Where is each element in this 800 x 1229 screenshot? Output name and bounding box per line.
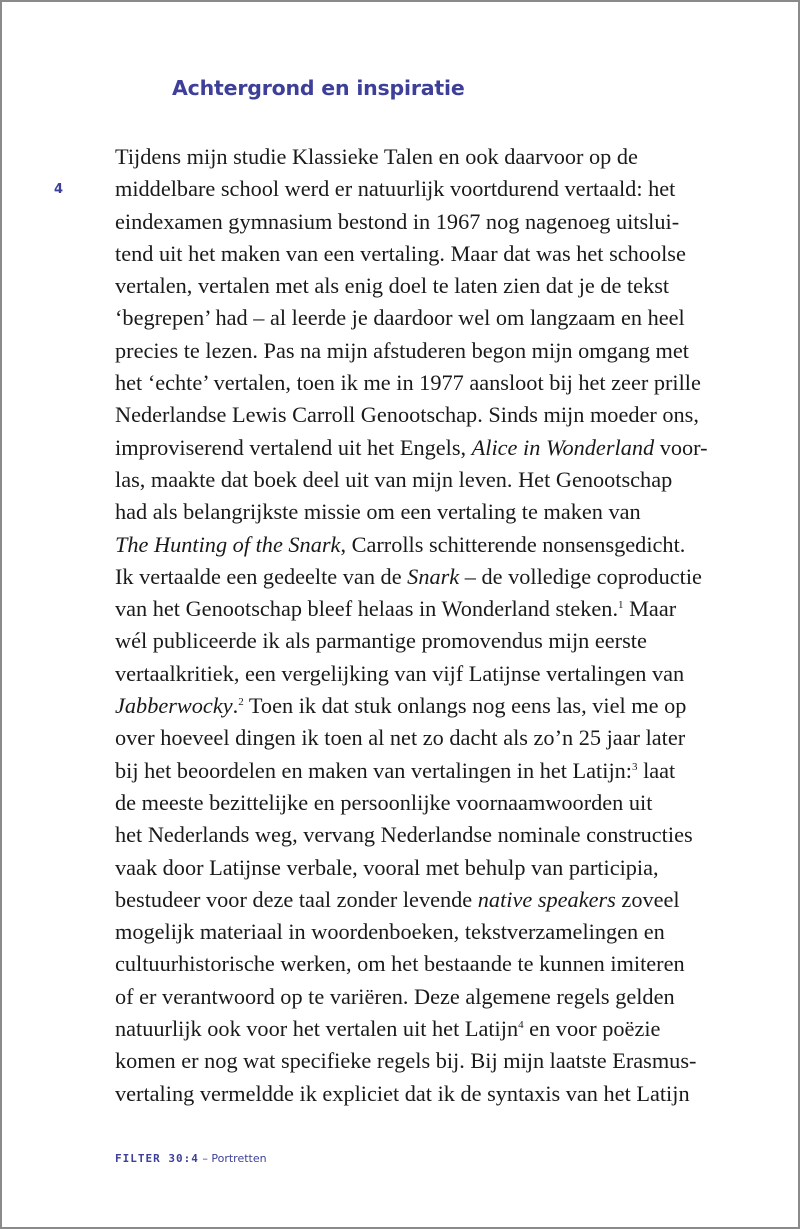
- text-run: en voor poëzie: [523, 1016, 661, 1042]
- text-run: improviserend vertalend uit het Engels,: [115, 434, 472, 460]
- text-run: het Nederlands weg, vervang Nederlandse nominale constructies: [115, 822, 693, 848]
- footer-separator: –: [198, 1152, 212, 1165]
- text-line: [115, 238, 715, 270]
- text-line: [115, 173, 715, 205]
- text-line: [115, 367, 715, 399]
- text-run: voor-: [654, 434, 708, 460]
- text-run: vertaalkritiek, een vergelijking van vijf Latijnse vertalingen van: [115, 660, 685, 686]
- body-text: [115, 141, 715, 1110]
- text-run: Tijdens mijn studie Klassieke Talen en ook daarvoor op de: [115, 144, 638, 169]
- text-run: cultuurhistorische werken, om het bestaande te kunnen imiteren: [115, 951, 685, 977]
- text-line: [115, 1045, 715, 1077]
- text-run: Ik vertaalde een gedeelte van de: [115, 563, 408, 589]
- text-run: Toen ik dat stuk onlangs nog eens las, viel me op: [243, 693, 687, 719]
- footnote-marker: 1: [618, 598, 624, 611]
- text-run: , Carrolls schitterende nonsensgedicht.: [340, 531, 686, 557]
- text-run: over hoeveel dingen ik toen al net zo dacht als zo’n 25 jaar later: [115, 725, 686, 751]
- text-line: [115, 916, 715, 948]
- text-run: of er verantwoord op te variëren. Deze algemene regels gelden: [115, 983, 675, 1009]
- text-line: [115, 852, 715, 884]
- section-heading: Achtergrond en inspiratie: [172, 76, 465, 100]
- text-run: .: [232, 693, 239, 719]
- italic-text: Jabberwocky: [115, 693, 233, 719]
- text-line: [115, 722, 715, 754]
- text-run: van het Genootschap bleef helaas in Wonderland steken.: [115, 596, 619, 622]
- text-run: bestudeer voor deze taal zonder levende: [115, 886, 478, 912]
- text-line: [115, 529, 715, 561]
- text-line: [115, 819, 715, 851]
- text-line: [115, 206, 715, 238]
- text-line: [115, 302, 715, 334]
- text-run: bij het beoordelen en maken van vertalingen in het Latijn:: [115, 757, 632, 783]
- text-run: Nederlandse Lewis Carroll Genootschap. Sinds mijn moeder ons,: [115, 402, 699, 428]
- text-line: [115, 690, 715, 722]
- text-run: had als belangrijkste missie om een vertaling te maken van: [115, 499, 641, 525]
- text-run: middelbare school werd er natuurlijk voortdurend vertaald: het: [115, 176, 676, 202]
- text-run: eindexamen gymnasium bestond in 1967 nog nagenoeg uitslui-: [115, 208, 680, 234]
- text-line: [115, 561, 715, 593]
- text-line: [115, 755, 715, 787]
- text-run: precies te lezen. Pas na mijn afstuderen begon mijn omgang met: [115, 337, 689, 363]
- text-run: Maar: [623, 596, 677, 622]
- italic-text: Alice in Wonderland: [471, 434, 655, 460]
- text-run: vaak door Latijnse verbale, vooral met behulp van participia,: [115, 854, 659, 880]
- text-run: mogelijk materiaal in woordenboeken, tekstverzamelingen en: [115, 919, 665, 945]
- text-line: [115, 1078, 715, 1110]
- text-line: [115, 658, 715, 690]
- text-run: natuurlijk ook voor het vertalen uit het Latijn: [115, 1016, 519, 1042]
- text-line: [115, 625, 715, 657]
- footnote-marker: 3: [632, 760, 638, 773]
- text-line: [115, 464, 715, 496]
- text-line: [115, 432, 715, 464]
- text-run: zoveel: [615, 886, 680, 912]
- text-run: het ‘echte’ vertalen, toen ik me in 1977 aansloot bij het zeer prille: [115, 370, 701, 396]
- footer: [115, 1152, 267, 1165]
- text-line: [115, 593, 715, 625]
- text-line: [115, 141, 715, 173]
- text-run: vertaling vermeldde ik expliciet dat ik de syntaxis van het Latijn: [115, 1080, 690, 1106]
- text-line: [115, 270, 715, 302]
- text-run: wél publiceerde ik als parmantige promovendus mijn eerste: [115, 628, 647, 654]
- footer-journal: FILTER 30:4: [115, 1152, 199, 1165]
- text-line: [115, 787, 715, 819]
- text-line: [115, 399, 715, 431]
- text-run: de meeste bezittelijke en persoonlijke voornaamwoorden uit: [115, 789, 653, 815]
- text-run: komen er nog wat specifieke regels bij. Bij mijn laatste Erasmus-: [115, 1048, 697, 1074]
- text-run: laat: [637, 757, 676, 783]
- text-line: [115, 948, 715, 980]
- text-line: [115, 884, 715, 916]
- text-run: las, maakte dat boek deel uit van mijn leven. Het Genootschap: [115, 466, 673, 492]
- text-line: [115, 335, 715, 367]
- footnote-marker: 2: [238, 695, 244, 708]
- text-line: [115, 1013, 715, 1045]
- italic-text: The Hunting of the Snark: [115, 531, 341, 557]
- italic-text: Snark: [407, 563, 460, 589]
- italic-text: native speakers: [477, 886, 616, 912]
- text-run: – de volledige coproductie: [459, 563, 702, 589]
- text-run: ‘begrepen’ had – al leerde je daardoor wel om langzaam en heel: [115, 305, 685, 331]
- text-run: vertalen, vertalen met als enig doel te laten zien dat je de tekst: [115, 273, 670, 299]
- text-line: [115, 981, 715, 1013]
- text-line: [115, 496, 715, 528]
- text-run: tend uit het maken van een vertaling. Maar dat was het schoolse: [115, 240, 686, 266]
- footnote-marker: 4: [518, 1018, 524, 1031]
- page-number: 4: [54, 182, 64, 197]
- footer-section: Portretten: [211, 1152, 267, 1165]
